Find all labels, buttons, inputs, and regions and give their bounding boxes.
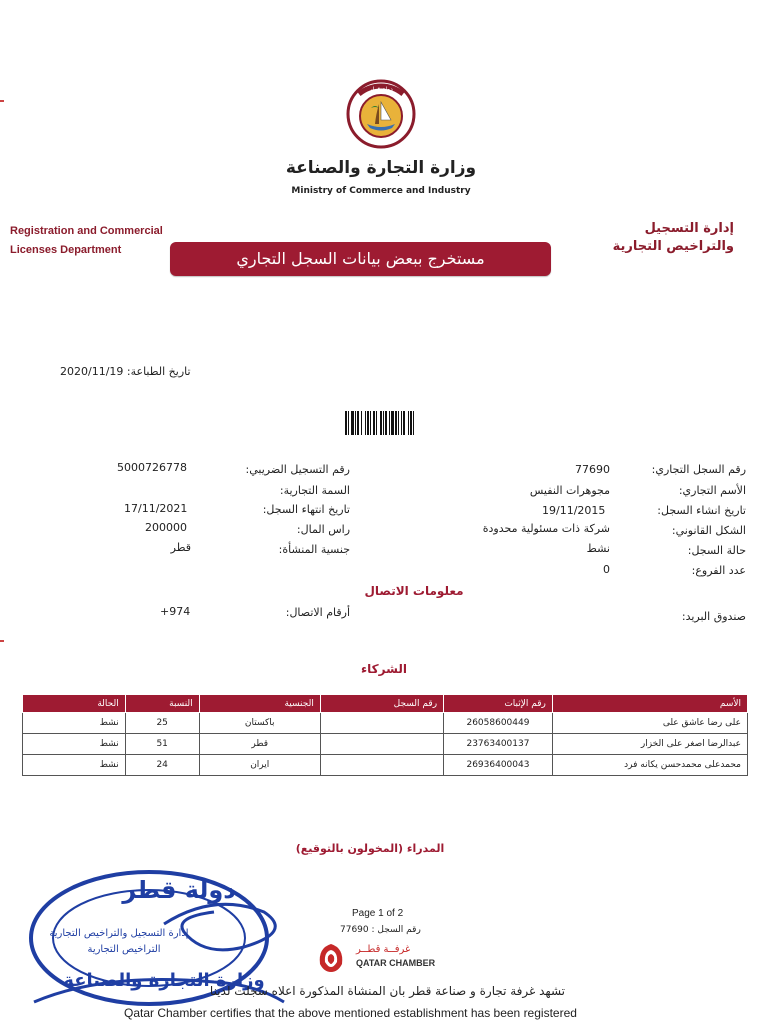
partner-name: محمدعلى محمدحسن يكانه فرد [552, 755, 747, 776]
branches-value: 0 [603, 563, 610, 576]
col-id-number: رقم الإثبات [444, 695, 553, 713]
qatar-chamber-logo [316, 940, 456, 976]
legal-form-value: شركة ذات مسئولية محدودة [482, 522, 610, 535]
partner-share: 51 [125, 734, 199, 755]
capital-value: 200000 [145, 521, 187, 534]
trade-name-value: مجوهرات النفيس [529, 484, 610, 497]
department-en-line2: Licenses Department [10, 244, 122, 256]
partner-status: نشط [23, 713, 126, 734]
barcode-bar [365, 411, 366, 435]
barcode-bar [370, 411, 371, 435]
partner-share: 25 [125, 713, 199, 734]
cr-number-value: 77690 [575, 463, 610, 476]
table-row [23, 734, 748, 755]
barcode-bar [410, 411, 412, 435]
phone-label: أرقام الاتصال: [285, 606, 350, 619]
creation-date-value: 19/11/2015 [542, 504, 606, 517]
tax-number-label: رقم التسجيل الضريبي: [245, 463, 350, 476]
partner-share: 24 [125, 755, 199, 776]
branches-label: عدد الفروع: [691, 564, 746, 577]
partners-table-header [23, 695, 748, 713]
expiry-date-value: 17/11/2021 [124, 502, 188, 515]
status-label: حالة السجل: [687, 544, 746, 557]
barcode-bar [389, 411, 390, 435]
department-name-arabic [613, 220, 734, 256]
barcode-bar [361, 411, 362, 435]
svg-text:التراخيص التجارية: التراخيص التجارية [87, 944, 161, 955]
partner-cr [320, 734, 443, 755]
partner-id: 26936400043 [444, 755, 553, 776]
partner-id: 26058600449 [444, 713, 553, 734]
svg-text:إدارة التسجيل والتراخيص التجار: إدارة التسجيل والتراخيص التجارية [49, 928, 189, 939]
barcode-bar [367, 411, 369, 435]
managers-section-title: المدراء (المخولون بالتوقيع) [295, 842, 445, 855]
partner-id: 23763400137 [444, 734, 553, 755]
svg-text:دولة قطر: دولة قطر [122, 876, 236, 904]
chamber-name-english: QATAR CHAMBER [356, 958, 436, 968]
svg-text:وزارة التجارة والصناعة: وزارة التجارة والصناعة [63, 970, 265, 991]
barcode-bar [380, 411, 382, 435]
barcode-bar [391, 411, 394, 435]
chamber-name-arabic: غرفــة قطــر [356, 944, 411, 955]
barcode-bar [355, 411, 356, 435]
ministry-name-english: Ministry of Commerce and Industry [291, 186, 471, 196]
nationality-value: قطر [170, 541, 191, 554]
print-date [60, 365, 191, 378]
table-row [23, 713, 748, 734]
partner-name: عبدالرضا اصغر على الخزار [552, 734, 747, 755]
barcode-bar [376, 411, 377, 435]
trade-name-label: الأسم التجاري: [678, 484, 746, 497]
nationality-label: جنسية المنشأة: [278, 543, 350, 556]
barcode-bar [413, 411, 414, 435]
table-row [23, 755, 748, 776]
status-value: نشط [586, 542, 610, 555]
brand-label: السمة التجارية: [279, 484, 350, 497]
partners-table [22, 694, 748, 776]
print-date-value: 2020/11/19 [60, 365, 124, 378]
chamber-emblem-icon [316, 942, 346, 974]
col-status: الحالة [23, 695, 126, 713]
pobox-label: صندوق البريد: [681, 610, 746, 623]
partner-status: نشط [23, 734, 126, 755]
tax-number-value: 5000726778 [117, 461, 187, 474]
footer-reg-value: 77690 [340, 925, 369, 935]
certification-english: Qatar Chamber certifies that the above mentioned establishment has been registered [124, 1006, 577, 1020]
barcode-bar [385, 411, 387, 435]
barcode [345, 411, 473, 435]
partner-cr [320, 713, 443, 734]
partner-status: نشط [23, 755, 126, 776]
barcode-bar [401, 411, 402, 435]
qatar-emblem-icon [345, 78, 417, 150]
edge-mark-left-top [0, 100, 4, 102]
department-ar-line2: والتراخيص التجارية [612, 239, 734, 254]
expiry-date-label: تاريخ انتهاء السجل: [262, 503, 350, 516]
cr-number-label: رقم السجل التجاري: [651, 463, 746, 476]
ministry-name-arabic: وزارة التجارة والصناعة [285, 158, 477, 178]
barcode-bar [357, 411, 359, 435]
partner-cr [320, 755, 443, 776]
footer-reg-label: رقم السجل : [371, 925, 421, 935]
legal-form-label: الشكل القانوني: [671, 524, 746, 537]
partner-nationality: قطر [199, 734, 320, 755]
barcode-bar [398, 411, 399, 435]
page-number: Page 1 of 2 [352, 908, 404, 919]
barcode-bar [373, 411, 375, 435]
svg-text:دولة قطر: دولة قطر [369, 86, 393, 93]
col-nationality: الجنسية [199, 695, 320, 713]
partner-nationality: باكستان [199, 713, 320, 734]
col-cr-number: رقم السجل [320, 695, 443, 713]
print-date-label: تاريخ الطباعة: [126, 365, 191, 378]
footer-registration-number [340, 925, 421, 935]
phone-value: +974 [160, 605, 191, 618]
creation-date-label: تاريخ انشاء السجل: [657, 504, 746, 517]
certification-arabic: تشهد غرفة تجارة و صناعة قطر بان المنشاة المذكورة اعلاه سجلت لدينا [209, 984, 565, 998]
col-name: الأسم [552, 695, 747, 713]
barcode-bar [395, 411, 397, 435]
capital-label: راس المال: [296, 523, 350, 536]
partners-section-title: الشركاء [361, 662, 407, 676]
partner-nationality: ايران [199, 755, 320, 776]
edge-mark-left-mid [0, 640, 4, 642]
partner-name: على رضا عاشق على [552, 713, 747, 734]
department-en-line1: Registration and Commercial [10, 225, 163, 237]
barcode-bar [345, 411, 347, 435]
barcode-bar [348, 411, 349, 435]
contact-section-title: معلومات الاتصال [364, 584, 464, 598]
barcode-bar [403, 411, 405, 435]
department-name-english [10, 222, 163, 260]
col-share: النسبة [125, 695, 199, 713]
barcode-bar [383, 411, 384, 435]
document-title-banner: مستخرج ببعض بيانات السجل التجاري [170, 242, 551, 276]
barcode-bar [351, 411, 354, 435]
department-ar-line1: إدارة التسجيل [644, 221, 734, 236]
barcode-bar [408, 411, 409, 435]
